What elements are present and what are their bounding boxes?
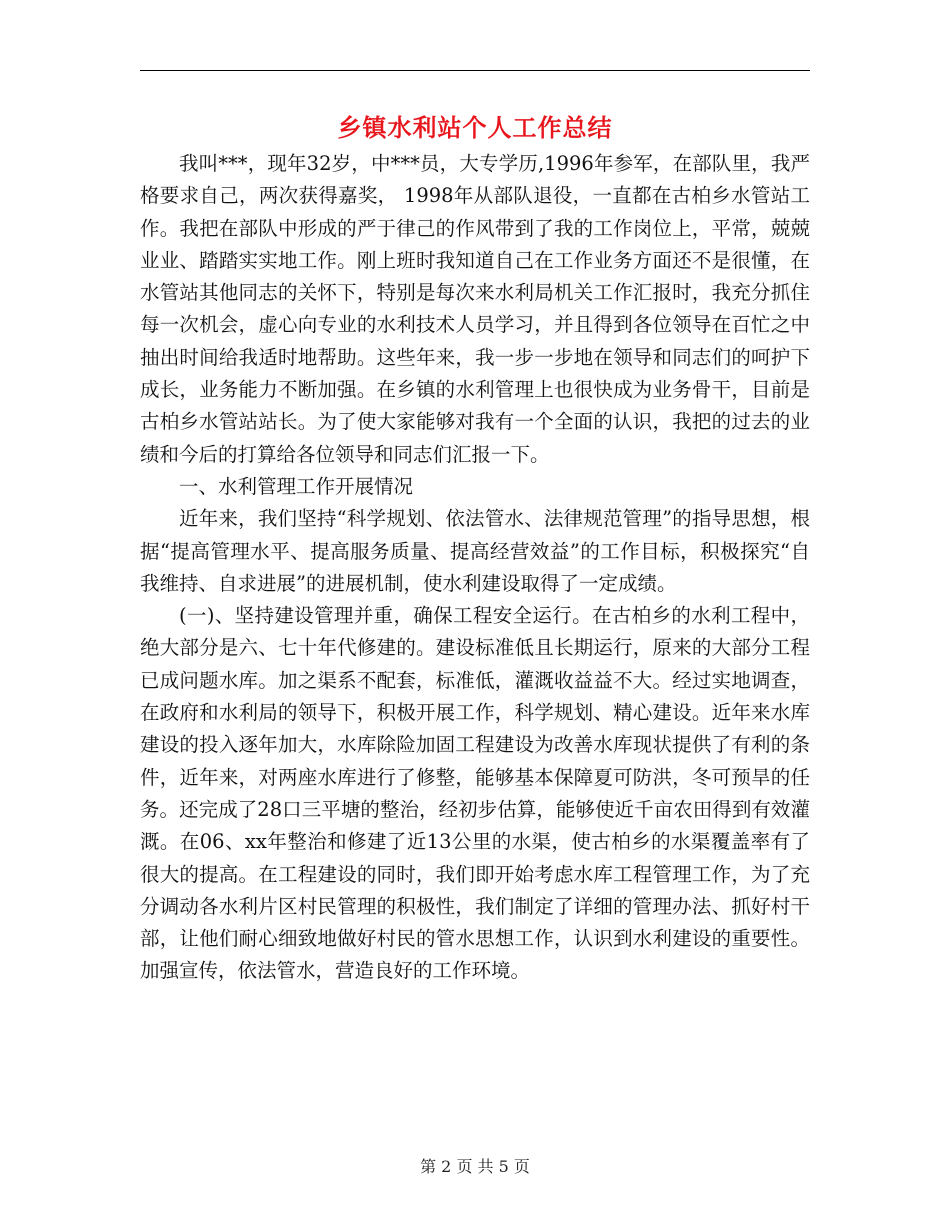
header-rule: [140, 70, 810, 71]
document-body: [140, 148, 810, 988]
section-heading: 一、水利管理工作开展情况: [179, 474, 414, 498]
page-number: 第 2 页 共 5 页: [420, 1157, 530, 1176]
paragraph-overview: 近年来，我们坚持“科学规划、依法管水、法律规范管理”的指导思想，根据“提高管理水平、提高服务质量、提高经营效益”的工作目标，积极探究“自我维持、自求进展”的进展机制，使水利建设取得了一定成绩。: [140, 507, 810, 595]
paragraph-section-1: (一)、坚持建设管理并重，确保工程安全运行。在古柏乡的水利工程中，绝大部分是六、七十年代修建的。建设标准低且长期运行，原来的大部分工程已成问题水库。加之渠系不配套，标准低，灌溉收益益不大。经过实地调查，在政府和水利局的领导下，积极开展工作，科学规划、精心建设。近年来水库建设的投入逐年加大，水库除险加固工程建设为改善水库现状提供了有利的条件，近年来，对两座水库进行了修整，能够基本保障夏可防洪，冬可预旱的任务。还完成了28口三平塘的整治，经初步估算，能够使近千亩农田得到有效灌溉。在06、xx年整治和修建了近13公里的水渠，使古柏乡的水渠覆盖率有了很大的提高。在工程建设的同时，我们即开始考虑水库工程管理工作，为了充分调动各水利片区村民管理的积极性，我们制定了详细的管理办法、抓好村干部，让他们耐心细致地做好村民的管水思想工作，认识到水利建设的重要性。加强宣传，依法管水，营造良好的工作环境。: [140, 604, 810, 983]
document-title: 乡镇水利站个人工作总结: [337, 114, 613, 142]
paragraph-intro: 我叫***，现年32岁，中***员，大专学历,1996年参军，在部队里，我严格要求自己，两次获得嘉奖， 1998年从部队退役，一直都在古柏乡水管站工作。我把在部队中形成的严于律己的作风带到了我的工作岗位上，平常，兢兢业业、踏踏实实地工作。刚上班时我知道自己在工作业务方面还不是很懂，在水管站其他同志的关怀下，特别是每次来水利局机关工作汇报时，我充分抓住每一次机会，虚心向专业的水利技术人员学习，并且得到各位领导在百忙之中抽出时间给我适时地帮助。这些年来，我一步一步地在领导和同志们的呵护下成长，业务能力不断加强。在乡镇的水利管理上也很快成为业务骨干，目前是古柏乡水管站站长。为了使大家能够对我有一个全面的认识，我把的过去的业绩和今后的打算给各位领导和同志们汇报一下。: [140, 152, 810, 466]
